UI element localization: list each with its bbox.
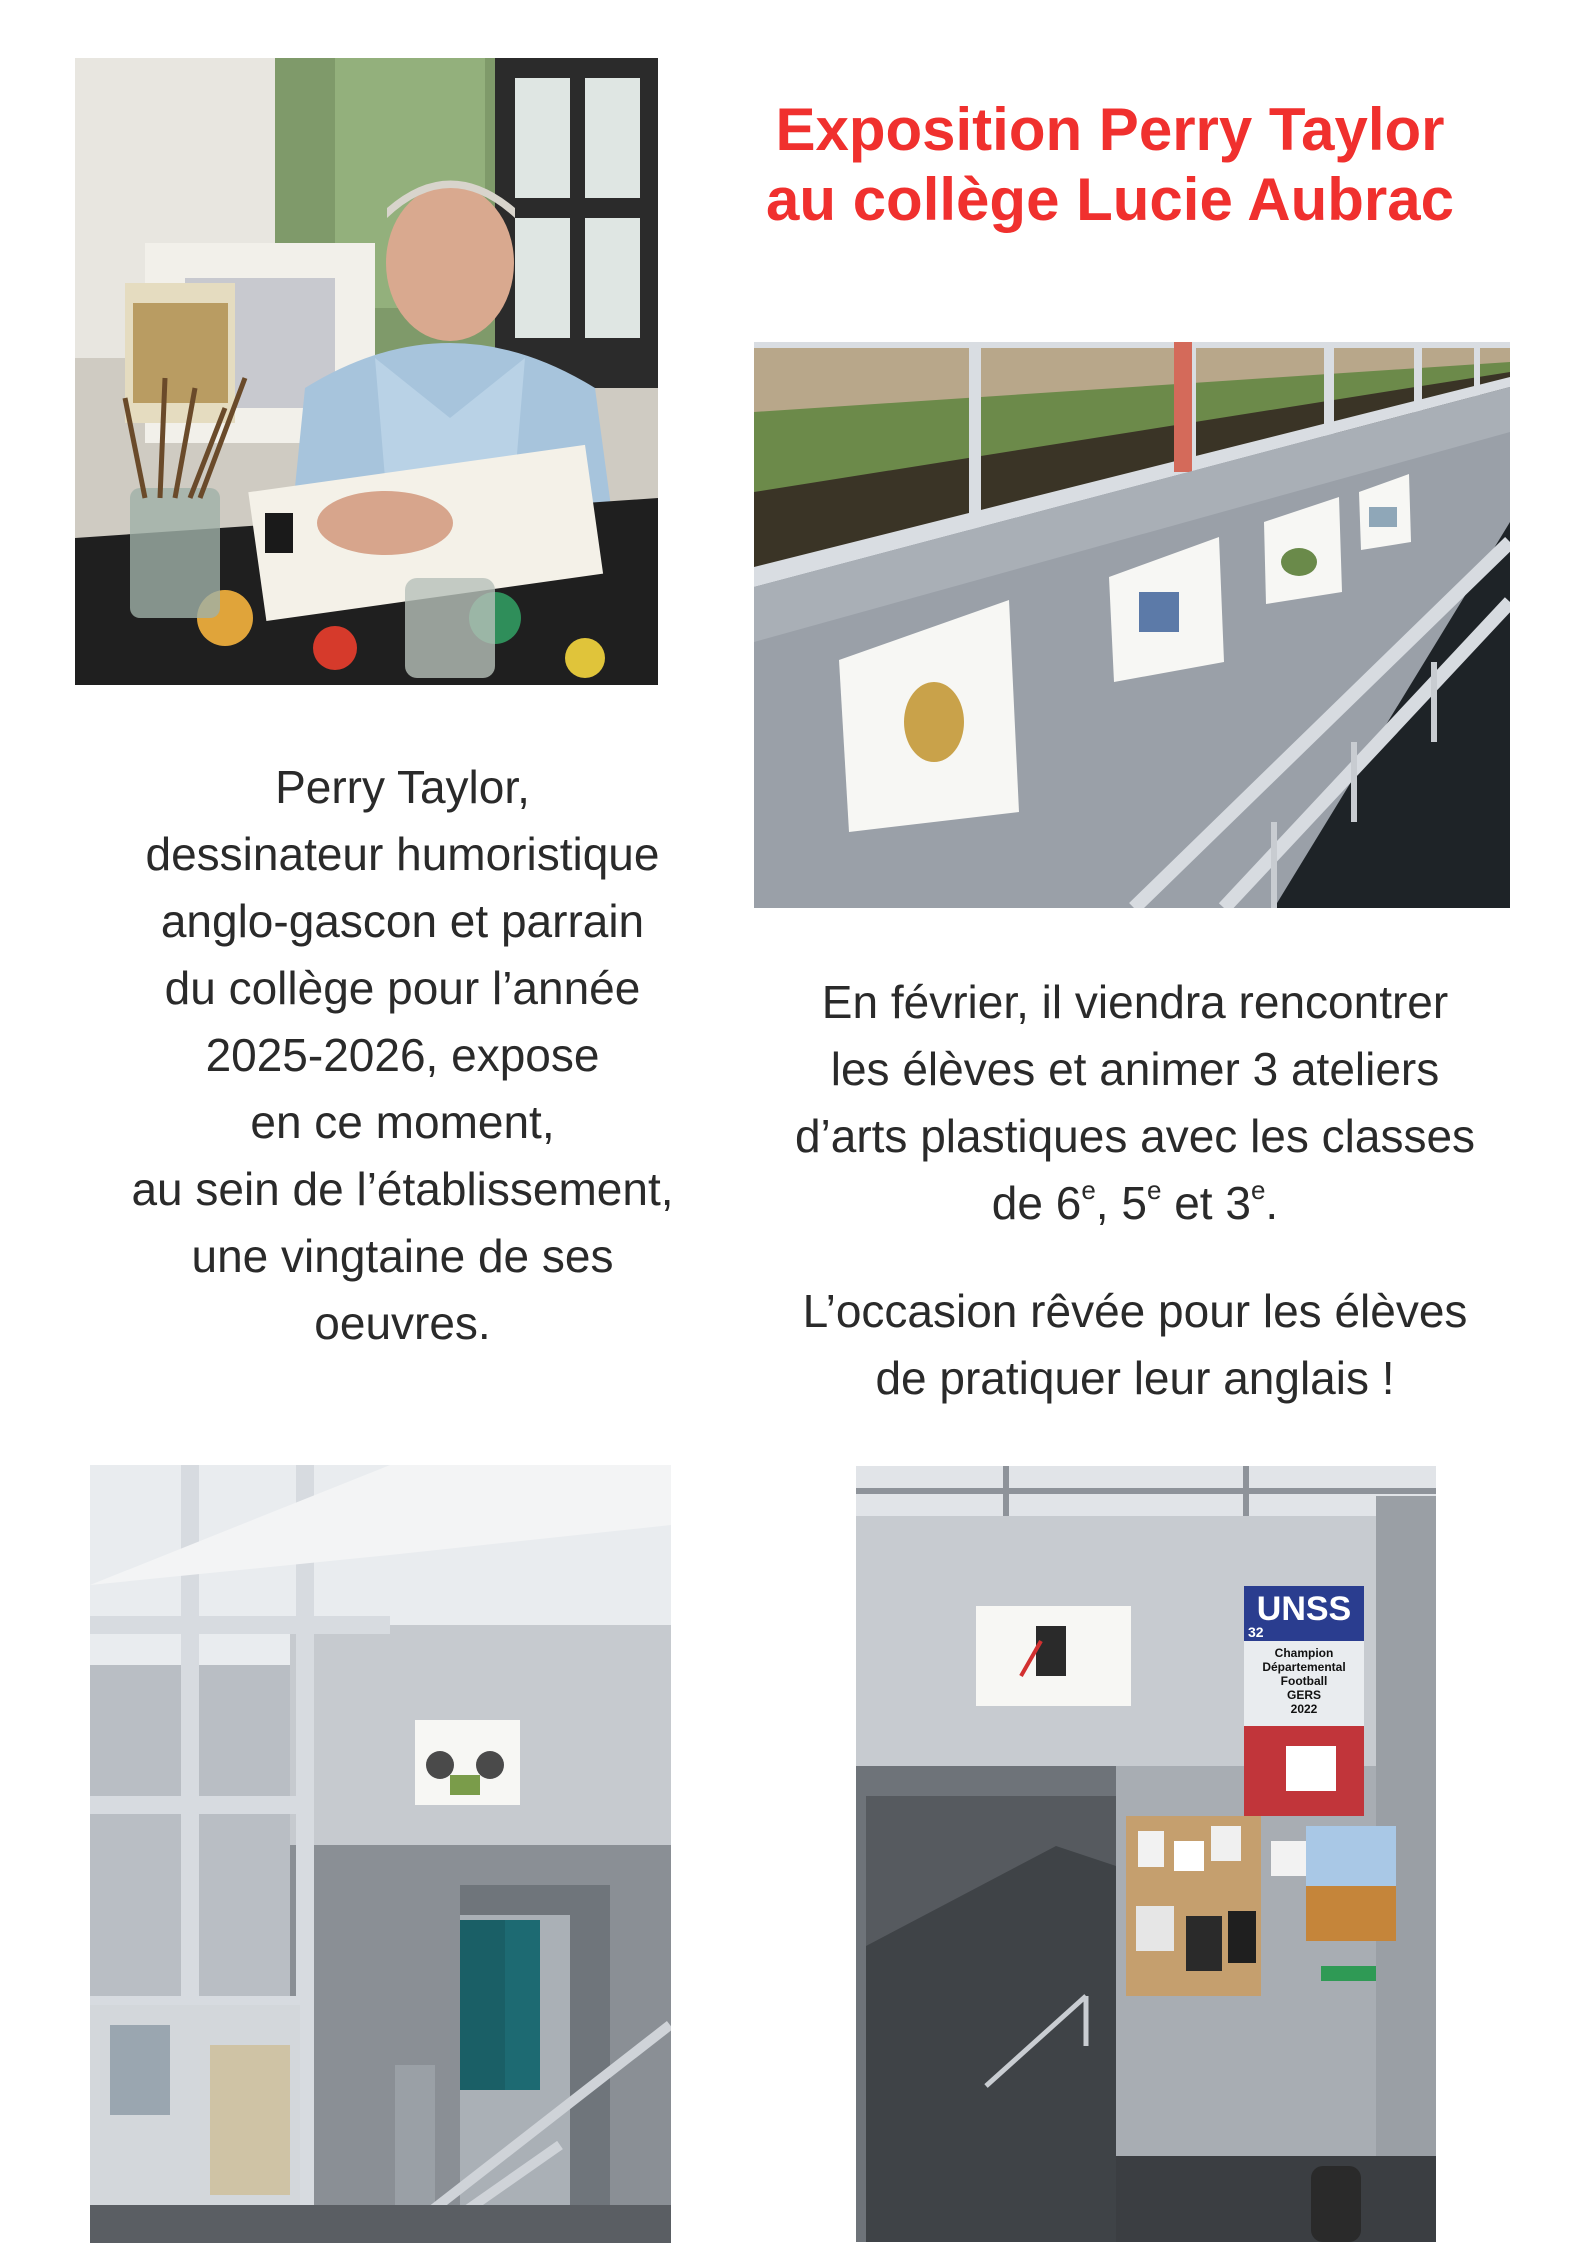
grade-6-sup: e — [1081, 1175, 1096, 1205]
visit-text — [745, 969, 1525, 1237]
title-line-2: au collège Lucie Aubrac — [766, 166, 1454, 233]
banner-line-1: Champion — [1274, 1646, 1334, 1660]
banner-line-4: GERS — [1286, 1688, 1321, 1702]
visit-line-3: d’arts plastiques avec les classes — [794, 1110, 1476, 1162]
corridor-exhibition-photo — [754, 342, 1510, 908]
intro-line-1: Perry Taylor, — [275, 761, 530, 813]
closing-line-2: de pratiquer leur anglais ! — [875, 1352, 1395, 1404]
banner-line-5: 2022 — [1290, 1702, 1318, 1716]
visit-line-4 — [745, 1170, 1525, 1237]
grade-3: et 3 — [1161, 1177, 1251, 1229]
unss-banner-edition: 32 — [1248, 1624, 1264, 1640]
unss-banner-caption — [1244, 1646, 1364, 1716]
hall-photo — [90, 1465, 671, 2243]
intro-line-5: 2025-2026, expose — [205, 1029, 600, 1081]
intro-line-6: en ce moment, — [250, 1096, 555, 1148]
grade-3-sup: e — [1250, 1175, 1266, 1205]
unss-banner-brand: UNSS — [1256, 1590, 1352, 1628]
grade-5-sup: e — [1146, 1175, 1162, 1205]
closing-line-1: L’occasion rêvée pour les élèves — [802, 1285, 1468, 1337]
intro-line-3: anglo-gascon et parrain — [160, 895, 645, 947]
intro-line-7: au sein de l’établissement, — [131, 1163, 674, 1215]
visit-line-1: En février, il viendra rencontrer — [821, 976, 1449, 1028]
intro-line-8: une vingtaine de ses — [191, 1230, 614, 1282]
intro-text — [75, 754, 730, 1357]
title-line-1: Exposition Perry Taylor — [775, 96, 1445, 163]
closing-text — [745, 1278, 1525, 1412]
visit-end: . — [1265, 1177, 1279, 1229]
intro-line-4: du collège pour l’année — [164, 962, 641, 1014]
grade-6: de 6 — [991, 1177, 1082, 1229]
intro-line-9: oeuvres. — [314, 1297, 491, 1349]
grade-5: , 5 — [1095, 1177, 1147, 1229]
banner-line-3: Football — [1280, 1674, 1328, 1688]
intro-line-2: dessinateur humoristique — [145, 828, 660, 880]
page-title — [700, 95, 1520, 235]
visit-line-2: les élèves et animer 3 ateliers — [830, 1043, 1440, 1095]
banner-line-2: Départemental — [1262, 1660, 1346, 1674]
stairwell-photo — [856, 1466, 1436, 2242]
artist-portrait-photo — [75, 58, 658, 685]
